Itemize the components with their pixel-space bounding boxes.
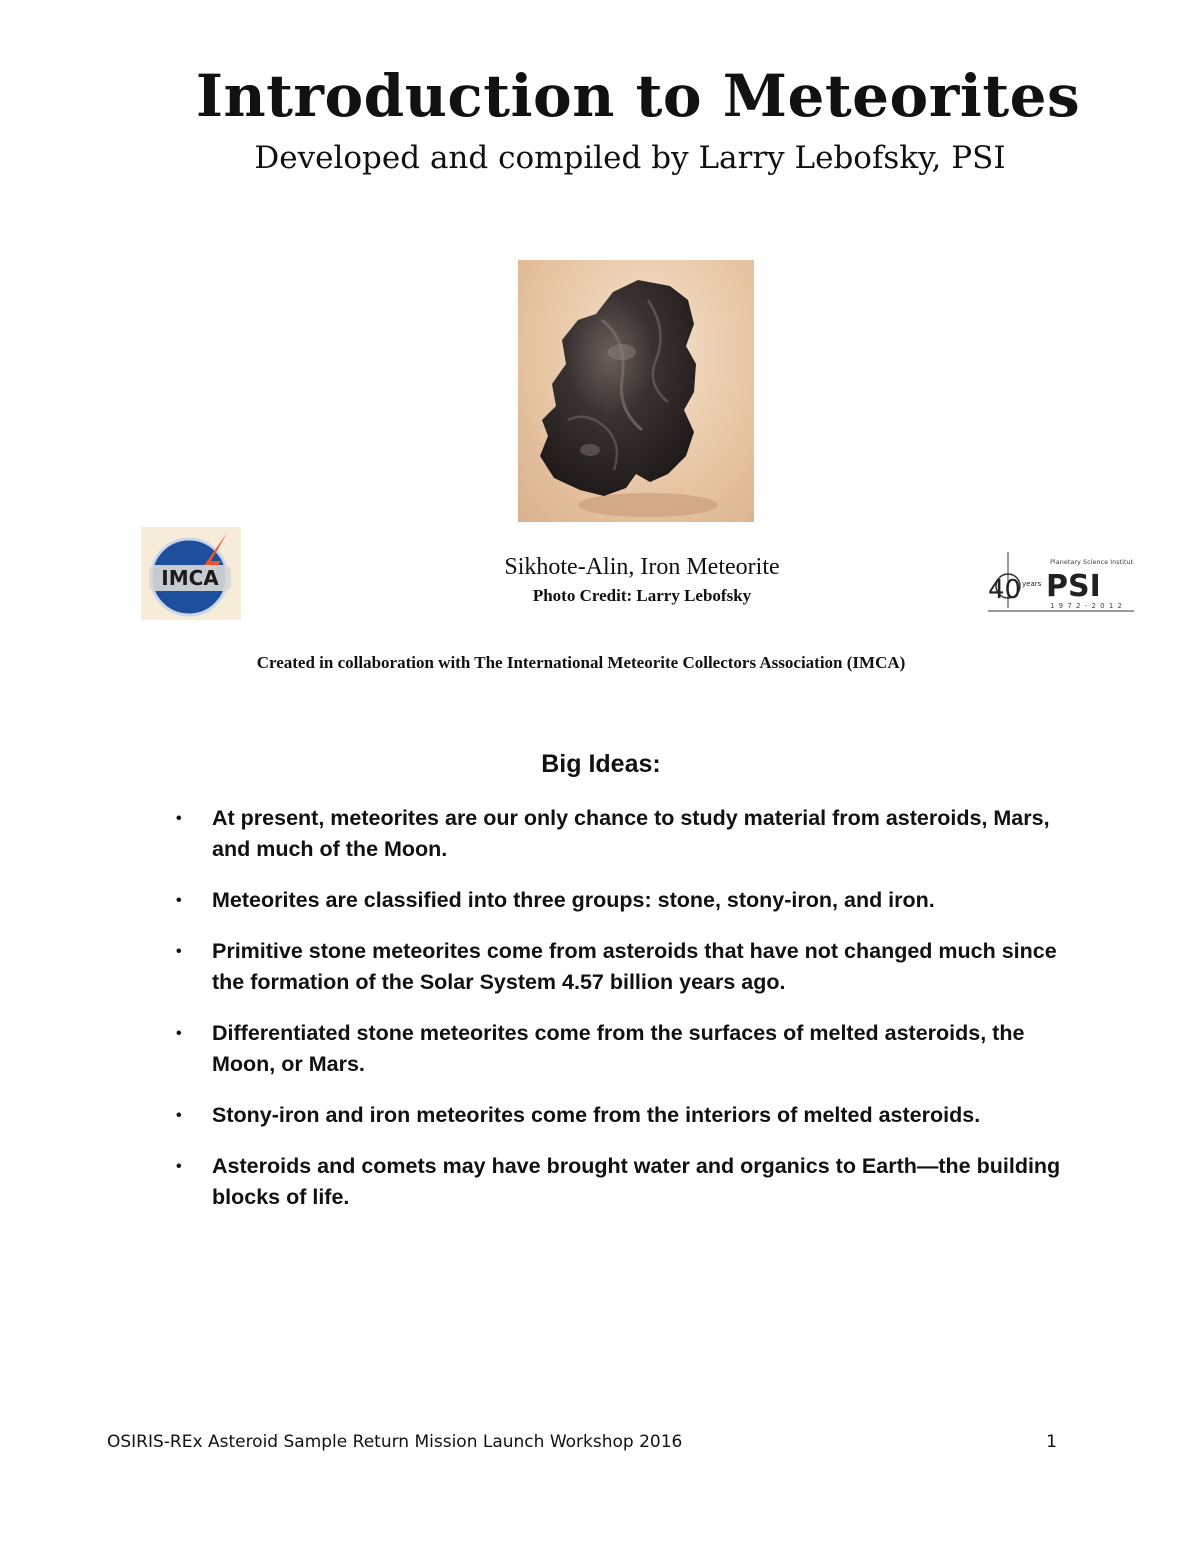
photo-caption: Sikhote-Alin, Iron Meteorite [504, 554, 780, 580]
psi-dates: 1 9 7 2 - 2 0 1 2 [1050, 602, 1123, 610]
list-item-text: Asteroids and comets may have brought water and organics to Earth—the building blocks of life. [212, 1154, 1061, 1209]
page-number: 1 [1046, 1432, 1057, 1452]
psi-years-number: 40 [988, 575, 1022, 605]
list-item [176, 1018, 1076, 1080]
bullet-icon: • [176, 943, 182, 960]
document-subtitle: Developed and compiled by Larry Lebofsky, PSI [254, 140, 1006, 176]
bullet-icon: • [176, 810, 182, 827]
imca-logo-text: IMCA [161, 566, 219, 590]
collaboration-note: Created in collaboration with The International Meteorite Collectors Association (IMCA) [256, 653, 906, 672]
psi-years-word: years [1022, 580, 1042, 588]
footer-text: OSIRIS-REx Asteroid Sample Return Mission Launch Workshop 2016 [107, 1432, 683, 1452]
document-title: Introduction to Meteorites [195, 62, 1081, 130]
psi-logo [988, 552, 1134, 614]
bullet-icon: • [176, 1107, 182, 1124]
page-footer [107, 1432, 1057, 1452]
list-item-text: Meteorites are classified into three groups: stone, stony-iron, and iron. [212, 888, 935, 912]
bullet-icon: • [176, 1025, 182, 1042]
list-item [176, 885, 1076, 916]
list-item-text: Stony-iron and iron meteorites come from the interiors of melted asteroids. [212, 1103, 981, 1127]
list-item [176, 1100, 1076, 1131]
meteorite-photo [518, 260, 754, 522]
list-item-text: Differentiated stone meteorites come from the surfaces of melted asteroids, the Moon, or Mars. [212, 1021, 1025, 1076]
list-item-text: At present, meteorites are our only chance to study material from asteroids, Mars, and much of the Moon. [212, 806, 1050, 861]
list-item-text: Primitive stone meteorites come from asteroids that have not changed much since the formation of the Solar System 4.57 billion years ago. [212, 939, 1057, 994]
psi-tagline: Planetary Science Institute [1050, 558, 1134, 566]
photo-credit: Photo Credit: Larry Lebofsky [532, 586, 752, 605]
bullet-icon: • [176, 1158, 182, 1175]
list-item [176, 803, 1076, 865]
bullet-icon: • [176, 892, 182, 909]
list-item [176, 936, 1076, 998]
big-ideas-heading: Big Ideas: [541, 750, 661, 778]
psi-logo-text: PSI [1046, 569, 1101, 604]
list-item [176, 1151, 1076, 1213]
big-ideas-list [176, 803, 1076, 1233]
